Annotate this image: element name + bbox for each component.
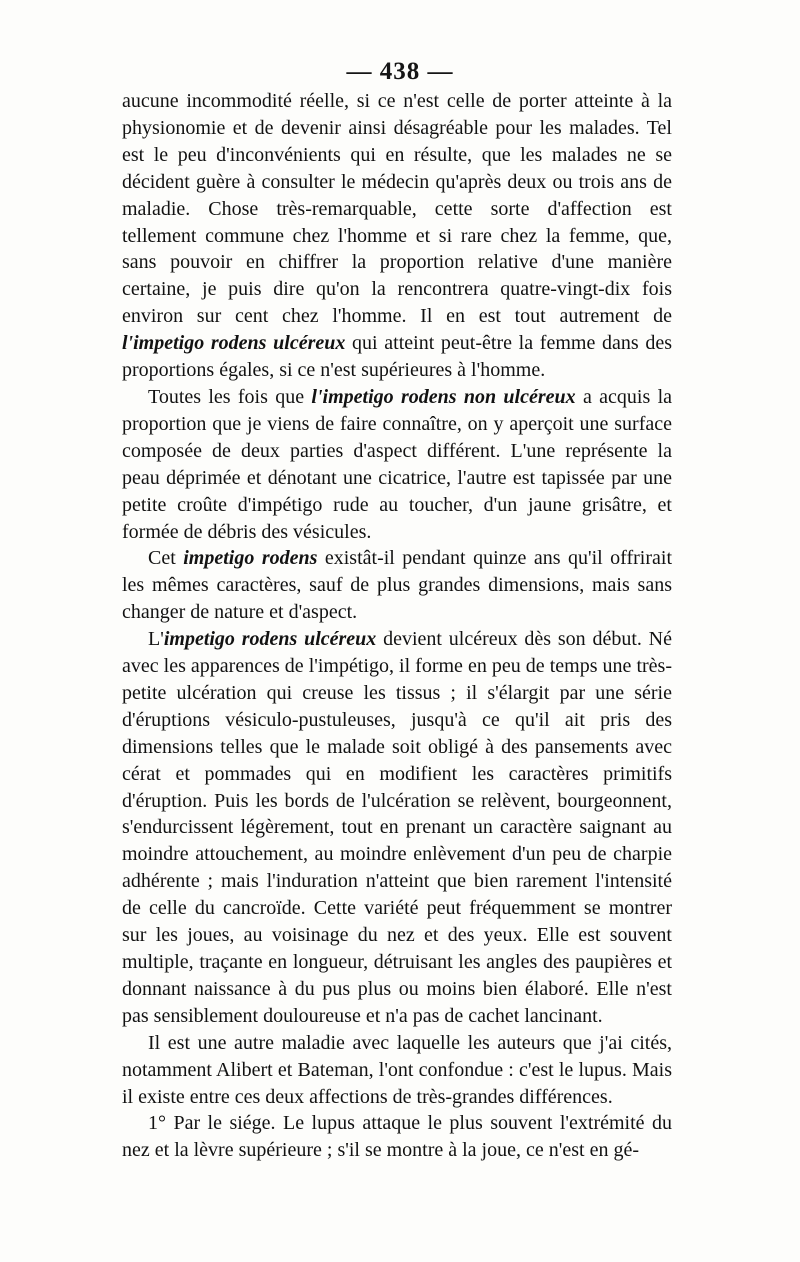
- paragraph: [122, 1110, 672, 1164]
- paragraph: [122, 626, 672, 1030]
- paragraph: [122, 384, 672, 545]
- italic-term: impetigo rodens: [183, 547, 318, 570]
- text-run: existât-il pendant quinze ans qu'il offrirait les mêmes caractères, sauf de plus grandes dimensions, mais sans changer de nature et d'aspect.: [122, 547, 672, 624]
- text-run: devient ulcéreux dès son début. Né avec les apparences de l'impétigo, il forme en peu de temps une très-petite ulcération qui creuse les tissus ; il s'élargit par une série d'éruptions vésiculo-pustuleuses, jusqu'à ce qu'il ait pris des dimensions telles que le malade soit obligé à des pansements avec cérat et pommades qui en modifient les caractères primitifs d'éruption. Puis les bords de l'ulcération se relèvent, bourgeonnent, s'endurcissent légèrement, tout en prenant un caractère saignant au moindre attouchement, au moindre enlèvement d'un peu de charpie adhérente ; mais l'induration n'atteint que bien rarement l'intensité de celle du cancroïde. Cette variété peut fréquemment se montrer sur les joues, au voisinage du nez et des yeux. Elle est souvent multiple, traçante en longueur, détruisant les angles des paupières et donnant naissance à du pus plus ou moins bien élaboré. Elle n'est pas sensiblement douloureuse et n'a pas de cachet lancinant.: [122, 628, 672, 1027]
- body-text: [122, 88, 672, 1164]
- text-run: L': [148, 628, 164, 651]
- italic-term: l'impetigo rodens non ulcéreux: [311, 385, 576, 408]
- text-run: a acquis la proportion que je viens de faire connaître, on y aperçoit une surface composée de deux parties d'aspect différent. L'une représente la peau déprimée et dénotant une cicatrice, l'autre est tapissée par une petite croûte d'impétigo rude au toucher, d'un jaune grisâtre, et formée de débris des vésicules.: [122, 385, 673, 543]
- text-run: 1° Par le siége. Le lupus attaque le plus souvent l'extrémité du nez et la lèvre supérieure ; s'il se montre à la joue, ce n'est en gé-: [122, 1112, 672, 1162]
- paragraph: [122, 1030, 672, 1111]
- italic-term: l'impetigo rodens ulcéreux: [122, 332, 346, 355]
- page-number: — 438 —: [346, 58, 454, 85]
- text-run: Toutes les fois que: [148, 385, 312, 408]
- text-run: qui atteint peut-être la femme dans des proportions égales, si ce n'est supérieures à l'homme.: [122, 332, 672, 382]
- text-run: Cet: [148, 547, 184, 570]
- paragraph: [122, 545, 672, 626]
- paragraph: [122, 88, 672, 384]
- text-run: Il est une autre maladie avec laquelle les auteurs que j'ai cités, notamment Alibert et Bateman, l'ont confondue : c'est le lupus. Mais il existe entre ces deux affections de très-grandes différences.: [122, 1031, 672, 1108]
- text-run: aucune incommodité réelle, si ce n'est celle de porter atteinte à la physionomie et de devenir ainsi désagréable pour les malades. Tel est le peu d'inconvénients qui en résulte, que les malades ne se décident guère à consulter le médecin qu'après deux ou trois ans de maladie. Chose très-remarquable, cette sorte d'affection est tellement commune chez l'homme et si rare chez la femme, que, sans pouvoir en chiffrer la proportion relative d'une manière certaine, je puis dire qu'on la rencontrera quatre-vingt-dix fois environ sur cent chez l'homme. Il en est tout autrement de: [122, 90, 672, 328]
- italic-term: impetigo rodens ulcéreux: [163, 628, 377, 651]
